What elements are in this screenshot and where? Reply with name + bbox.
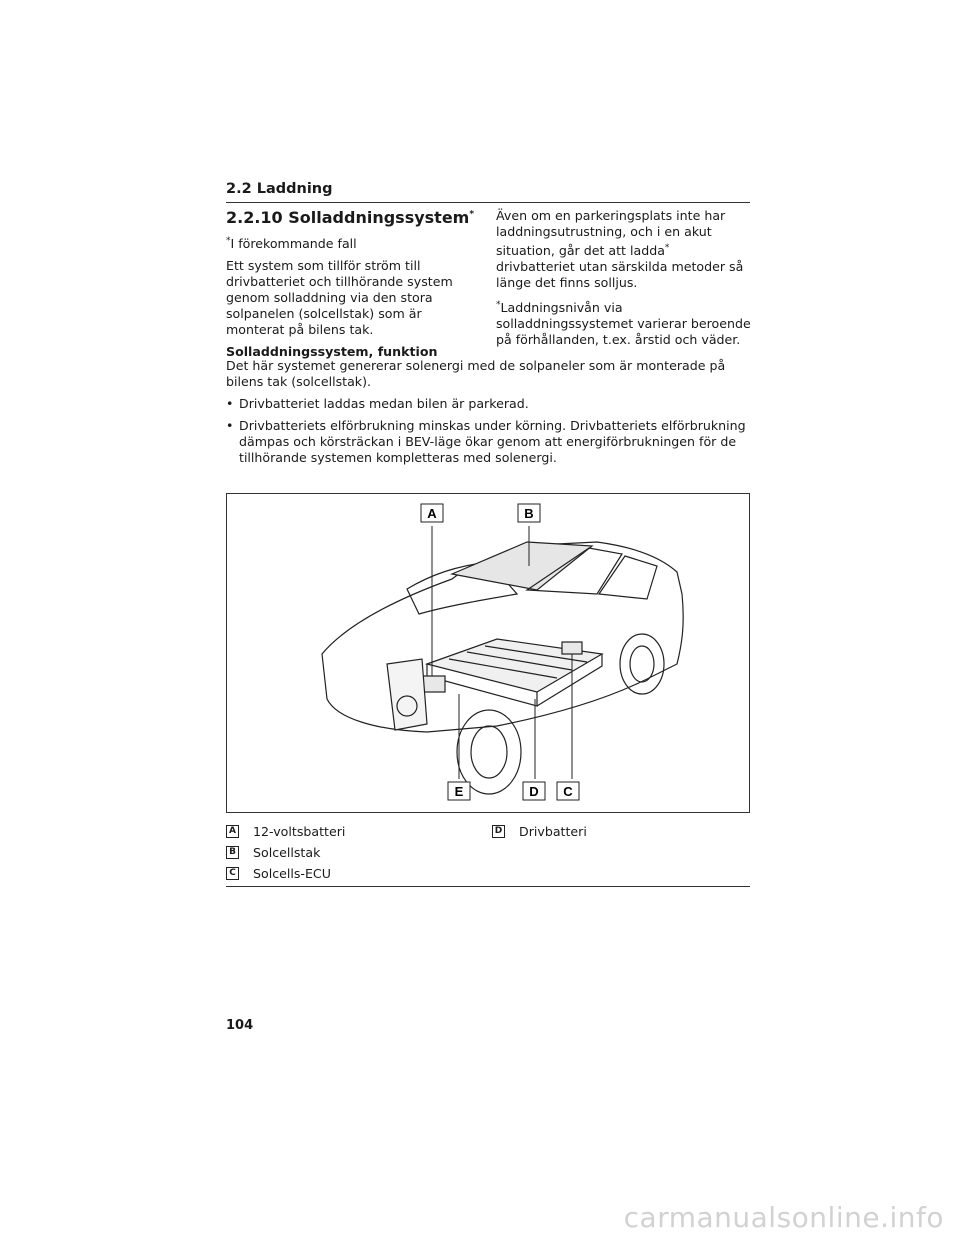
legend-item-d: D Drivbatteri xyxy=(492,824,587,839)
body-text xyxy=(226,346,752,472)
svg-text:C: C xyxy=(563,784,573,799)
watermark: carmanualsonline.info xyxy=(623,1201,944,1234)
section-title: 2.2 Laddning xyxy=(226,181,333,197)
figure-legend xyxy=(226,820,750,887)
callout-d xyxy=(523,782,545,800)
callout-a xyxy=(421,504,443,522)
charging-paragraph: Även om en parkeringsplats inte har laddningsutrustning, och i en akut situation, går det att ladda* drivbatteriet utan särskilda metoder så länge det finns solljus. xyxy=(496,208,744,291)
legend-item-b: B Solcellstak xyxy=(226,845,320,860)
left-column xyxy=(226,208,478,366)
legend-item-c: C Solcells-ECU xyxy=(226,866,331,881)
availability-note: *I förekommande fall xyxy=(226,236,357,252)
callout-b xyxy=(518,504,540,522)
intro-paragraph: Ett system som tillför ström till drivbatteriet och tillhörande system genom solladdning via den stora solpanelen (solcellstak) som är monterat på bilens tak. xyxy=(226,258,453,338)
feature-list xyxy=(226,396,752,466)
page-heading: 2.2.10 Solladdningssystem* xyxy=(226,208,475,227)
svg-text:B: B xyxy=(524,506,534,521)
right-column xyxy=(496,208,752,354)
car-illustration xyxy=(227,494,749,812)
svg-text:A: A xyxy=(427,506,437,521)
callout-e xyxy=(448,782,470,800)
legend-item-a: A 12-voltsbatteri xyxy=(226,824,345,839)
svg-text:D: D xyxy=(529,784,539,799)
charging-footnote: *Laddningsnivån via solladdningssystemet varierar beroende på förhållanden, t.ex. årstid och väder. xyxy=(496,300,751,348)
list-item: • Drivbatteriet laddas medan bilen är parkerad. xyxy=(226,396,529,411)
car-diagram-figure xyxy=(226,493,750,813)
heading-footnote-mark: * xyxy=(469,209,475,220)
system-description: Det här systemet genererar solenergi med de solpaneler som är monterade på bilens tak (solcellstak). xyxy=(226,358,726,389)
svg-text:E: E xyxy=(454,784,464,799)
list-item: • Drivbatteriets elförbrukning minskas under körning. Drivbatteriets elförbrukning dämpas och körsträckan i BEV-läge ökar genom att energiförbrukningen för de tillhörande systemen kompletteras med solenergi. xyxy=(226,418,746,465)
section-header xyxy=(226,178,750,203)
callout-c xyxy=(557,782,579,800)
function-subheading: Solladdningssystem, funktion xyxy=(226,344,438,360)
page-number: 104 xyxy=(226,1018,254,1033)
